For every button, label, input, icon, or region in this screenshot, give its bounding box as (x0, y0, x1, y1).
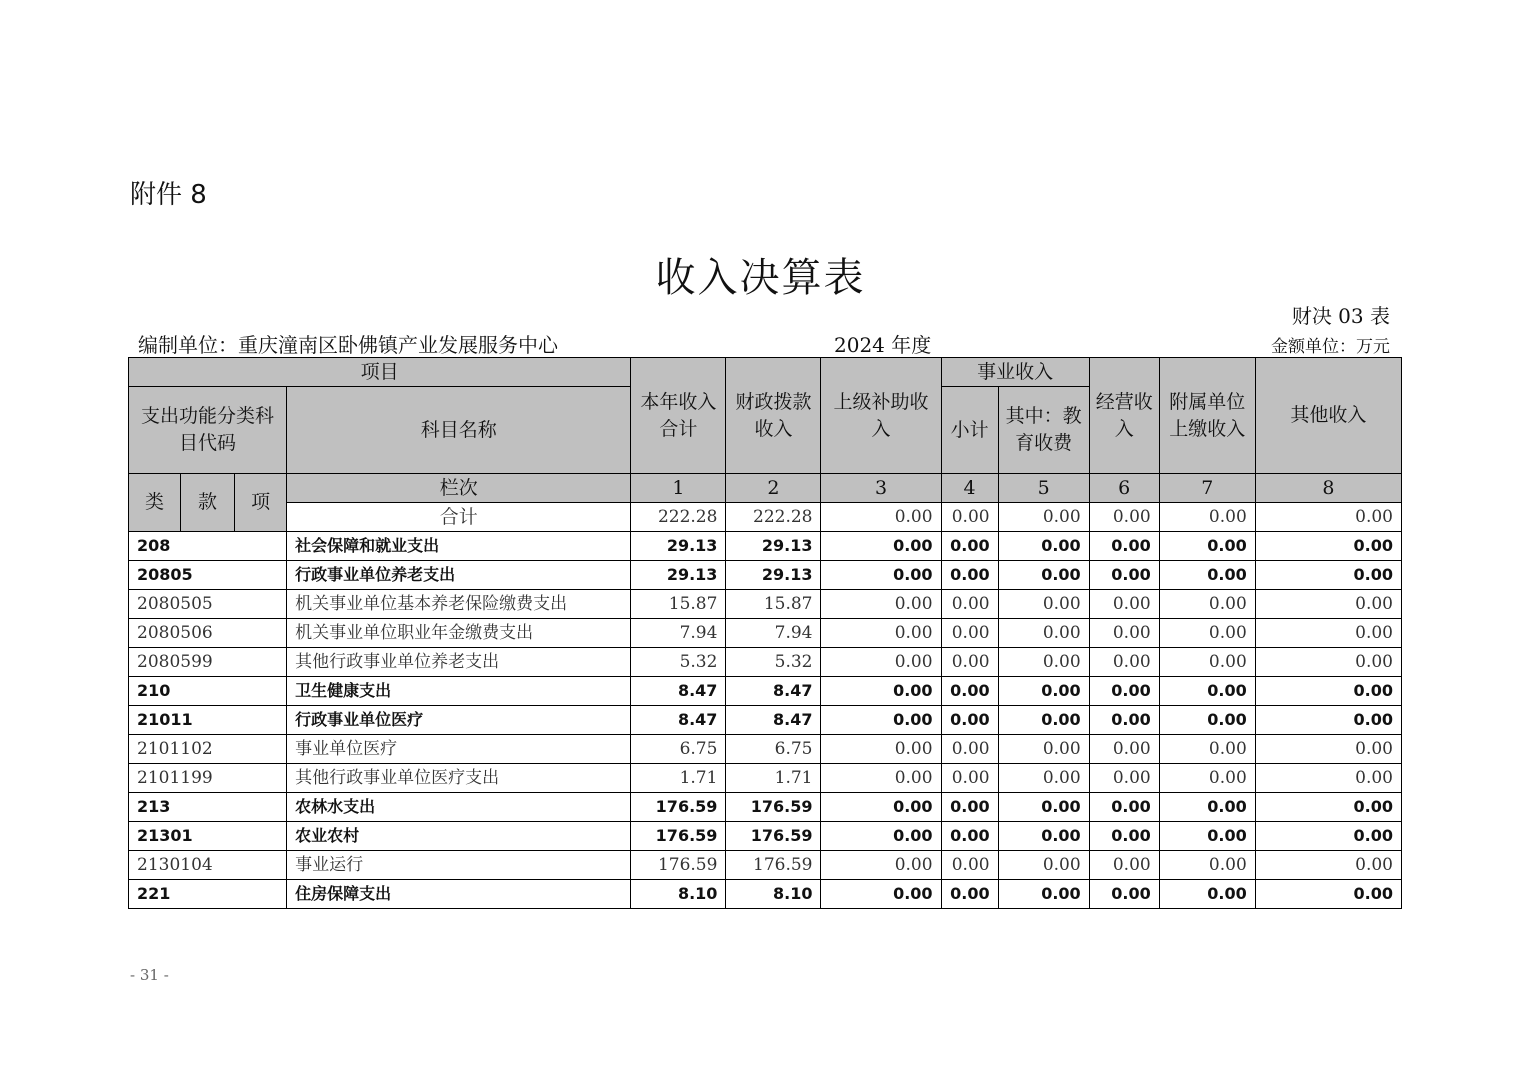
row-value: 0.00 (1159, 677, 1255, 706)
header-fiscal: 财政拨款收入 (726, 358, 821, 474)
total-value: 222.28 (726, 503, 821, 532)
row-code: 2101199 (129, 764, 287, 793)
row-value: 0.00 (821, 735, 941, 764)
row-value: 0.00 (998, 532, 1089, 561)
header-kuan: 款 (181, 474, 235, 532)
row-value: 0.00 (821, 590, 941, 619)
table-row (129, 851, 1402, 880)
row-value: 0.00 (1255, 706, 1401, 735)
total-label: 合计 (287, 503, 631, 532)
table-row (129, 822, 1402, 851)
row-value: 0.00 (1255, 822, 1401, 851)
row-value: 0.00 (1159, 619, 1255, 648)
row-value: 0.00 (821, 619, 941, 648)
row-value: 5.32 (631, 648, 726, 677)
row-value: 0.00 (821, 648, 941, 677)
row-value: 0.00 (941, 793, 998, 822)
row-value: 0.00 (998, 677, 1089, 706)
row-value: 1.71 (631, 764, 726, 793)
row-value: 0.00 (1089, 619, 1159, 648)
row-value: 0.00 (1089, 822, 1159, 851)
row-value: 0.00 (821, 851, 941, 880)
row-value: 0.00 (1255, 532, 1401, 561)
row-value: 0.00 (821, 532, 941, 561)
row-value: 8.10 (726, 880, 821, 909)
row-value: 0.00 (1159, 735, 1255, 764)
header-lei: 类 (129, 474, 181, 532)
row-value: 0.00 (1089, 764, 1159, 793)
row-value: 0.00 (998, 619, 1089, 648)
row-value: 176.59 (631, 822, 726, 851)
row-value: 29.13 (631, 532, 726, 561)
row-value: 0.00 (1089, 793, 1159, 822)
column-number: 4 (941, 474, 998, 503)
column-number: 3 (821, 474, 941, 503)
form-number: 财决 03 表 (1291, 304, 1390, 328)
row-value: 6.75 (726, 735, 821, 764)
total-value: 0.00 (1255, 503, 1401, 532)
row-value: 0.00 (1089, 648, 1159, 677)
row-value: 0.00 (941, 532, 998, 561)
row-value: 0.00 (1255, 793, 1401, 822)
row-value: 0.00 (1089, 590, 1159, 619)
page-title: 收入决算表 (655, 255, 866, 301)
row-code: 21011 (129, 706, 287, 735)
row-value: 0.00 (1255, 648, 1401, 677)
row-value: 0.00 (1159, 648, 1255, 677)
table-row (129, 793, 1402, 822)
row-value: 0.00 (1159, 764, 1255, 793)
column-number: 7 (1159, 474, 1255, 503)
row-value: 0.00 (941, 764, 998, 793)
row-name: 行政事业单位医疗 (287, 706, 631, 735)
row-value: 0.00 (941, 619, 998, 648)
row-value: 0.00 (998, 880, 1089, 909)
row-value: 0.00 (1089, 706, 1159, 735)
row-value: 0.00 (1089, 561, 1159, 590)
row-value: 0.00 (998, 764, 1089, 793)
row-value: 0.00 (1255, 561, 1401, 590)
row-value: 0.00 (998, 706, 1089, 735)
header-row-3 (129, 474, 1402, 503)
table-row (129, 590, 1402, 619)
row-value: 0.00 (1159, 561, 1255, 590)
row-value: 0.00 (821, 793, 941, 822)
table-row (129, 648, 1402, 677)
total-value: 0.00 (998, 503, 1089, 532)
row-value: 0.00 (1089, 851, 1159, 880)
row-name: 行政事业单位养老支出 (287, 561, 631, 590)
row-code: 2080505 (129, 590, 287, 619)
header-column-order: 栏次 (287, 474, 631, 503)
row-name: 卫生健康支出 (287, 677, 631, 706)
row-code: 213 (129, 793, 287, 822)
table-row (129, 706, 1402, 735)
attachment-label: 附件 8 (130, 180, 207, 210)
row-value: 0.00 (998, 648, 1089, 677)
row-value: 8.47 (726, 677, 821, 706)
row-code: 2080506 (129, 619, 287, 648)
column-number: 5 (998, 474, 1089, 503)
row-value: 0.00 (1159, 880, 1255, 909)
table-row (129, 735, 1402, 764)
header-superior: 上级补助收入 (821, 358, 941, 474)
row-value: 0.00 (998, 851, 1089, 880)
row-value: 5.32 (726, 648, 821, 677)
row-value: 0.00 (941, 590, 998, 619)
row-value: 0.00 (1159, 532, 1255, 561)
row-value: 0.00 (1159, 590, 1255, 619)
row-value: 0.00 (941, 706, 998, 735)
header-total-income: 本年收入合计 (631, 358, 726, 474)
row-name: 农业农村 (287, 822, 631, 851)
row-code: 20805 (129, 561, 287, 590)
table-row (129, 561, 1402, 590)
row-name: 社会保障和就业支出 (287, 532, 631, 561)
row-value: 8.10 (631, 880, 726, 909)
compiling-unit: 编制单位：重庆潼南区卧佛镇产业发展服务中心 (138, 333, 558, 357)
column-number: 1 (631, 474, 726, 503)
row-value: 176.59 (631, 851, 726, 880)
row-value: 0.00 (1255, 851, 1401, 880)
row-name: 其他行政事业单位养老支出 (287, 648, 631, 677)
row-value: 15.87 (631, 590, 726, 619)
row-value: 0.00 (821, 561, 941, 590)
row-value: 176.59 (631, 793, 726, 822)
header-affiliated: 附属单位上缴收入 (1159, 358, 1255, 474)
header-career-income: 事业收入 (941, 358, 1089, 387)
row-value: 0.00 (1159, 706, 1255, 735)
row-value: 0.00 (941, 880, 998, 909)
header-row-1 (129, 358, 1402, 387)
column-number: 2 (726, 474, 821, 503)
row-value: 176.59 (726, 822, 821, 851)
header-other: 其他收入 (1255, 358, 1401, 474)
row-value: 0.00 (1159, 793, 1255, 822)
table-row (129, 880, 1402, 909)
row-value: 0.00 (998, 822, 1089, 851)
row-name: 机关事业单位职业年金缴费支出 (287, 619, 631, 648)
money-unit: 金额单位：万元 (1271, 337, 1390, 357)
fiscal-year: 2024 年度 (834, 333, 932, 357)
row-value: 0.00 (1255, 619, 1401, 648)
row-value: 0.00 (998, 793, 1089, 822)
table-row (129, 619, 1402, 648)
row-name: 事业运行 (287, 851, 631, 880)
row-value: 0.00 (821, 764, 941, 793)
row-value: 0.00 (1255, 590, 1401, 619)
row-value: 176.59 (726, 793, 821, 822)
row-code: 208 (129, 532, 287, 561)
header-edu-fee: 其中：教育收费 (998, 387, 1089, 474)
row-value: 0.00 (998, 561, 1089, 590)
row-value: 29.13 (726, 532, 821, 561)
page-number: - 31 - (130, 966, 169, 984)
total-value: 0.00 (1089, 503, 1159, 532)
row-code: 210 (129, 677, 287, 706)
row-value: 0.00 (941, 648, 998, 677)
row-value: 0.00 (821, 677, 941, 706)
column-number: 6 (1089, 474, 1159, 503)
row-value: 0.00 (941, 851, 998, 880)
row-value: 0.00 (1255, 880, 1401, 909)
row-code: 2080599 (129, 648, 287, 677)
row-code: 2130104 (129, 851, 287, 880)
row-value: 0.00 (1159, 822, 1255, 851)
row-value: 0.00 (1255, 735, 1401, 764)
row-code: 21301 (129, 822, 287, 851)
row-value: 15.87 (726, 590, 821, 619)
row-code: 221 (129, 880, 287, 909)
row-code: 2101102 (129, 735, 287, 764)
row-value: 0.00 (941, 822, 998, 851)
row-value: 0.00 (1089, 532, 1159, 561)
row-value: 7.94 (631, 619, 726, 648)
row-value: 0.00 (821, 822, 941, 851)
total-value: 0.00 (821, 503, 941, 532)
header-project: 项目 (129, 358, 631, 387)
row-value: 8.47 (726, 706, 821, 735)
total-value: 0.00 (941, 503, 998, 532)
row-value: 1.71 (726, 764, 821, 793)
row-value: 0.00 (1255, 677, 1401, 706)
row-value: 7.94 (726, 619, 821, 648)
row-value: 29.13 (726, 561, 821, 590)
row-value: 176.59 (726, 851, 821, 880)
header-operating: 经营收入 (1089, 358, 1159, 474)
row-value: 0.00 (1255, 764, 1401, 793)
row-value: 0.00 (941, 735, 998, 764)
row-value: 0.00 (1089, 735, 1159, 764)
row-value: 8.47 (631, 706, 726, 735)
row-value: 0.00 (821, 706, 941, 735)
row-value: 0.00 (821, 880, 941, 909)
row-value: 0.00 (941, 561, 998, 590)
row-name: 机关事业单位基本养老保险缴费支出 (287, 590, 631, 619)
row-value: 6.75 (631, 735, 726, 764)
total-row (129, 503, 1402, 532)
row-value: 0.00 (1089, 677, 1159, 706)
row-value: 0.00 (998, 590, 1089, 619)
table-row (129, 677, 1402, 706)
row-name: 农林水支出 (287, 793, 631, 822)
header-subject-name: 科目名称 (287, 387, 631, 474)
row-name: 事业单位医疗 (287, 735, 631, 764)
table-row (129, 532, 1402, 561)
row-value: 29.13 (631, 561, 726, 590)
total-value: 0.00 (1159, 503, 1255, 532)
income-table (128, 357, 1402, 909)
header-xiang: 项 (235, 474, 287, 532)
row-name: 其他行政事业单位医疗支出 (287, 764, 631, 793)
column-number: 8 (1255, 474, 1401, 503)
header-func-code: 支出功能分类科目代码 (129, 387, 287, 474)
row-value: 0.00 (1159, 851, 1255, 880)
row-value: 8.47 (631, 677, 726, 706)
row-name: 住房保障支出 (287, 880, 631, 909)
row-value: 0.00 (1089, 880, 1159, 909)
row-value: 0.00 (998, 735, 1089, 764)
header-subtotal: 小计 (941, 387, 998, 474)
table-row (129, 764, 1402, 793)
total-value: 222.28 (631, 503, 726, 532)
row-value: 0.00 (941, 677, 998, 706)
